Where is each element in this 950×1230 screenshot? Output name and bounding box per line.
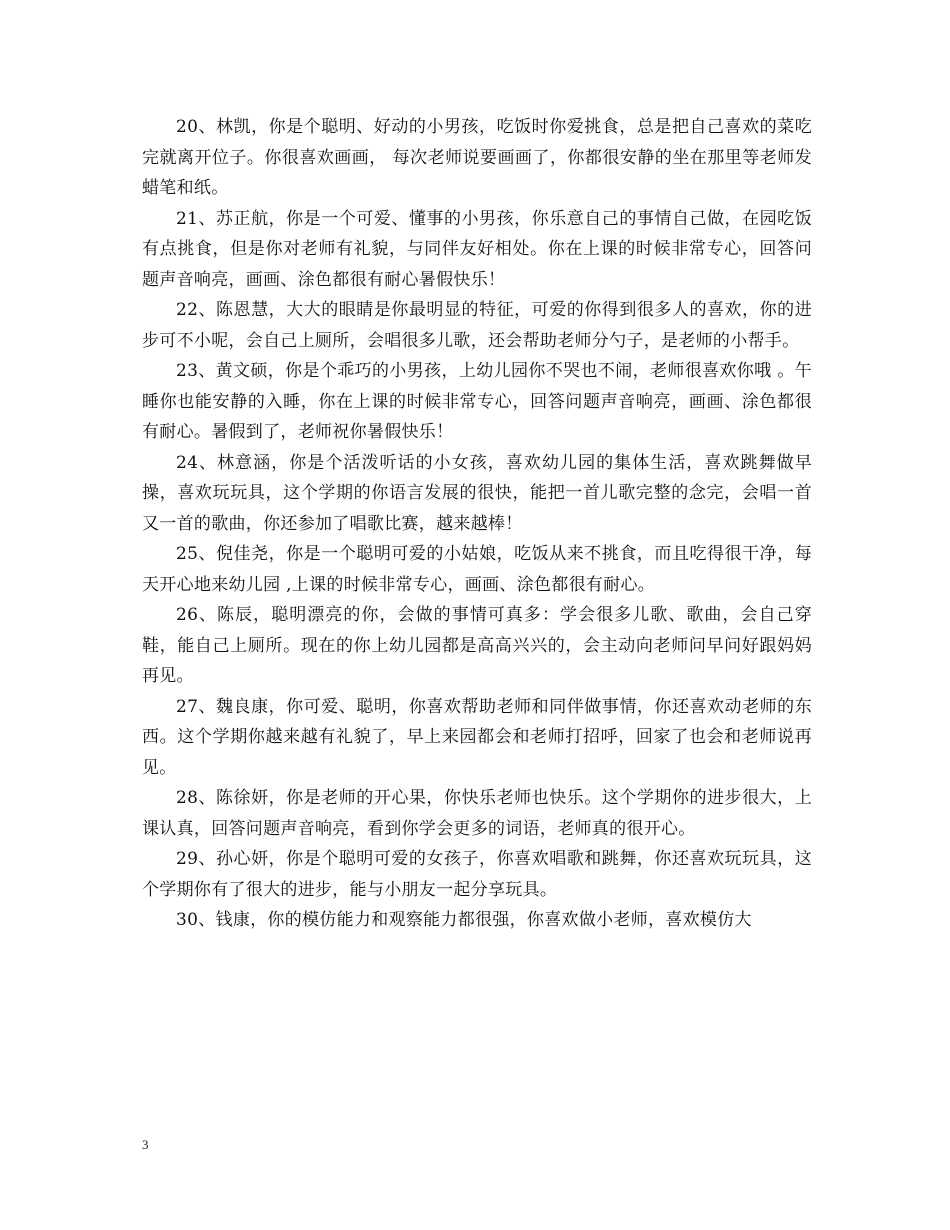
paragraph-27: 27、魏良康，你可爱、聪明，你喜欢帮助老师和同伴做事情，你还喜欢动老师的东西。这个学期你越来越有礼貌了，早上来园都会和老师打招呼，回家了也会和老师说再见。 <box>142 696 812 778</box>
paragraph-21: 21、苏正航，你是一个可爱、懂事的小男孩，你乐意自己的事情自己做，在园吃饭有点挑食，但是你对老师有礼貌，与同伴友好相处。你在上课的时候非常专心，回答问题声音响亮，画画、涂色都很有耐心暑假快乐！ <box>142 208 812 290</box>
document-body <box>142 112 812 936</box>
paragraph-24: 24、林意涵，你是个活泼听话的小女孩，喜欢幼儿园的集体生活，喜欢跳舞做早操，喜欢玩玩具，这个学期的你语言发展的很快，能把一首儿歌完整的念完，会唱一首又一首的歌曲，你还参加了唱歌比赛，越来越棒！ <box>142 452 812 534</box>
paragraph-23: 23、黄文硕，你是个乖巧的小男孩，上幼儿园你不哭也不闹，老师很喜欢你哦 。午睡你也能安静的入睡，你在上课的时候非常专心，回答问题声音响亮，画画、涂色都很有耐心。暑假到了，老师祝你暑假快乐！ <box>142 361 812 442</box>
paragraph-20: 20、林凯，你是个聪明、好动的小男孩，吃饭时你爱挑食，总是把自己喜欢的菜吃完就离开位子。你很喜欢画画， 每次老师说要画画了，你都很安静的坐在那里等老师发蜡笔和纸。 <box>142 117 812 198</box>
paragraph-25: 25、倪佳尧，你是一个聪明可爱的小姑娘，吃饭从来不挑食，而且吃得很干净，每天开心地来幼儿园 ,上课的时候非常专心，画画、涂色都很有耐心。 <box>142 544 812 595</box>
page-number: 3 <box>142 1137 149 1152</box>
paragraph-22: 22、陈恩慧，大大的眼睛是你最明显的特征，可爱的你得到很多人的喜欢，你的进步可不小呢，会自己上厕所，会唱很多儿歌，还会帮助老师分勺子，是老师的小帮手。 <box>142 300 812 351</box>
paragraph-26: 26、陈辰，聪明漂亮的你，会做的事情可真多：学会很多儿歌、歌曲，会自己穿鞋，能自己上厕所。现在的你上幼儿园都是高高兴兴的，会主动向老师问早问好跟妈妈再见。 <box>142 605 812 686</box>
paragraph-29: 29、孙心妍，你是个聪明可爱的女孩子，你喜欢唱歌和跳舞，你还喜欢玩玩具，这个学期你有了很大的进步，能与小朋友一起分享玩具。 <box>142 849 812 900</box>
paragraph-28: 28、陈徐妍，你是老师的开心果，你快乐老师也快乐。这个学期你的进步很大，上课认真，回答问题声音响亮，看到你学会更多的词语，老师真的很开心。 <box>142 788 812 839</box>
paragraph-30: 30、钱康，你的模仿能力和观察能力都很强，你喜欢做小老师，喜欢模仿大 <box>176 910 752 930</box>
